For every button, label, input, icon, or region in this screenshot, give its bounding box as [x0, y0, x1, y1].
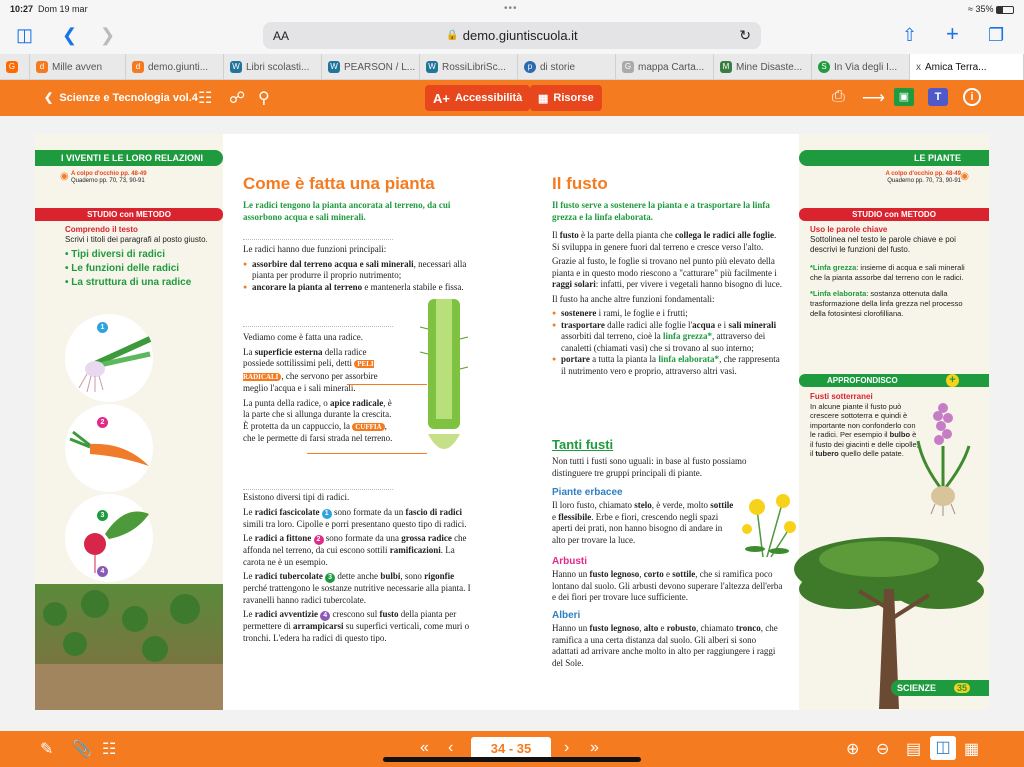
- buttercup-flowers: [737, 479, 797, 559]
- type2-bold: radici a fittone: [254, 533, 312, 543]
- tab-10-active[interactable]: [910, 54, 1024, 80]
- tabs-overview-icon[interactable]: ❐: [988, 25, 1005, 45]
- functions-intro: Le radici hanno due funzioni principali:: [243, 244, 387, 254]
- battery-percent: 35%: [975, 4, 994, 14]
- type2-c: che affonda nel terreno, da cui escono sottili: [243, 533, 467, 555]
- badge-4: 4: [97, 566, 108, 577]
- ref-quaderno: Quaderno pp. 70, 73, 90-91: [71, 178, 145, 184]
- sf2-bold3: sali minerali: [728, 319, 777, 330]
- def2-text: : sostanza ottenuta dalla trasformazione della linfa grezza nel processo della fotosintesi clorofilliana.: [810, 289, 963, 318]
- al-b: ,: [639, 623, 644, 633]
- right-page-title: Il fusto: [552, 174, 608, 193]
- section-heading-tanti-fusti: Tanti fusti: [552, 437, 614, 452]
- zoom-out-icon[interactable]: ⊖: [876, 741, 890, 758]
- section-bar: I VIVENTI E LE LORO RELAZIONI: [35, 150, 223, 166]
- studio-item-2: • Le funzioni delle radici: [65, 263, 180, 274]
- page-35: [497, 134, 989, 710]
- type1-bold2: fascio di radici: [405, 506, 462, 517]
- tab-3-label: Libri scolasti...: [246, 61, 310, 73]
- ivy-wall-image: [35, 584, 223, 710]
- print-icon[interactable]: ⎙: [832, 88, 845, 105]
- badge-2: 2: [97, 417, 108, 428]
- grid-view-icon[interactable]: ▦: [964, 741, 980, 758]
- page-34: [35, 134, 497, 710]
- status-bar: [0, 0, 1024, 18]
- studio-instruction: Scrivi i titoli dei paragrafi al posto giusto.: [65, 235, 208, 244]
- divider-3: [243, 489, 393, 490]
- reader-aa-button[interactable]: AA: [273, 28, 290, 43]
- right-studio-box: [810, 225, 968, 319]
- type3-d: perché trattengono le sostanze nutritive necessarie alla pianta. I ravanelli hanno radici tubercolate.: [243, 583, 471, 605]
- approf-bold2: tubero: [815, 449, 839, 458]
- sitemap-icon[interactable]: ☷: [102, 741, 117, 758]
- sf3-bold: portare: [561, 354, 590, 364]
- type3-bold: radici tubercolate: [254, 571, 323, 581]
- def1-text: : insieme di acqua e sali minerali che la pianta assorbe dal terreno con le radici.: [810, 263, 965, 282]
- search-icon[interactable]: ⚲: [258, 90, 270, 107]
- tab-6-label: di storie: [540, 61, 576, 73]
- type3-badge: 3: [325, 573, 335, 583]
- stem-p1-bold2: collega le radici alle foglie: [674, 230, 774, 240]
- type3-c: , sono: [400, 571, 425, 581]
- roots-functions-text: [243, 244, 475, 293]
- structure-surface: [243, 347, 395, 395]
- pe-bold: stelo: [634, 500, 652, 510]
- studio-item-3: • La struttura di una radice: [65, 277, 192, 288]
- accessibility-label: Accessibilità: [454, 92, 523, 104]
- stem-p2: [552, 256, 784, 291]
- sf2-bold: trasportare: [561, 319, 605, 330]
- next-page-icon[interactable]: ›: [564, 739, 570, 756]
- sf2-bold2: acqua: [692, 319, 716, 330]
- type1-a: Le: [243, 506, 255, 517]
- tab-5[interactable]: [420, 54, 518, 80]
- tab-6[interactable]: [518, 54, 616, 80]
- tab-1-label: Mille avven: [52, 61, 103, 73]
- right-studio-label: STUDIO con METODO: [799, 208, 989, 221]
- radish-illustration: [65, 494, 153, 582]
- surface-c: , che servono per assorbire meglio l'acqua e i sali minerali.: [243, 370, 378, 393]
- tab-close-icon[interactable]: x: [916, 61, 921, 73]
- paperclip-icon[interactable]: 📎: [72, 741, 92, 758]
- breadcrumb-label: Scienze e Tecnologia vol.4: [59, 92, 198, 104]
- pe-d: . Erbe e fiori, crescendo negli spazi aperti dei prati, non hanno bisogno di andare in alto per trovare la luce.: [552, 511, 723, 545]
- breadcrumb[interactable]: ❮ Scienze e Tecnologia vol.4: [44, 92, 198, 104]
- structure-intro: Vediamo come è fatta una radice.: [243, 332, 363, 342]
- type1-badge: 1: [322, 509, 332, 519]
- erbacee-text: [552, 500, 737, 546]
- page-references: [71, 171, 147, 185]
- tab-strip: [0, 54, 1024, 80]
- approfondisco-label: APPROFONDISCO: [799, 374, 989, 387]
- classroom-icon[interactable]: ▣: [894, 88, 914, 106]
- approf-bold: bulbo: [889, 430, 911, 439]
- types-intro: Esistono diversi tipi di radici.: [243, 492, 350, 502]
- carrot-illustration: [65, 404, 153, 492]
- ar-bold: fusto legnoso: [589, 569, 640, 579]
- function-2-rest: e mantenerla stabile e fissa.: [362, 281, 464, 292]
- tab-2-label: demo.giunti...: [148, 61, 209, 73]
- studio-item-1-text: Tipi diversi di radici: [71, 249, 166, 260]
- first-page-icon[interactable]: «: [420, 739, 429, 756]
- definition-linfa-grezza: [810, 263, 968, 283]
- carrot-root-image: [65, 404, 153, 492]
- type3-bold2: bulbi: [380, 571, 401, 581]
- status-right: [968, 4, 1014, 14]
- type-3: [243, 571, 475, 606]
- buttercup-image: [737, 479, 797, 559]
- surface-bold: superficie esterna: [254, 346, 323, 357]
- approf-text: [810, 402, 920, 459]
- type2-a: Le: [243, 533, 255, 543]
- type4-b: crescono sul: [330, 609, 380, 619]
- onion-root-image: [65, 314, 153, 402]
- sf2-c: assorbiti dal terreno, cioè la: [561, 331, 663, 341]
- pe-b: , è verde, molto: [651, 500, 711, 510]
- plus-icon[interactable]: +: [946, 374, 959, 387]
- al-bold3: robusto: [666, 623, 697, 633]
- type2-b: sono formate da una: [323, 533, 402, 543]
- ref-colpo: A colpo d'occhio pp. 48-49: [71, 171, 147, 177]
- right-section-bar: LE PIANTE: [799, 150, 989, 166]
- type4-bold3: arrampicarsi: [292, 621, 344, 631]
- surface-b: della radice possiede sottilissimi peli, detti: [243, 346, 367, 368]
- tab-8[interactable]: [714, 54, 812, 80]
- type-2: [243, 533, 475, 568]
- tab-1[interactable]: [30, 54, 126, 80]
- multitask-dots-icon[interactable]: •••: [504, 3, 518, 14]
- function-2-bold: ancorare la pianta al terreno: [252, 281, 363, 292]
- radish-root-image: [65, 494, 153, 582]
- type4-c: della pianta per permettere di: [243, 609, 457, 631]
- type3-a: Le: [243, 571, 255, 581]
- stem-text: [552, 230, 784, 377]
- stem-p1-bold: fusto: [559, 230, 579, 240]
- arbusti-text: [552, 569, 784, 604]
- type2-bold3: ramificazioni: [389, 545, 441, 555]
- type4-badge: 4: [320, 611, 330, 621]
- tab-7-favicon: G: [622, 61, 634, 73]
- ar-c: e: [663, 569, 673, 579]
- tab-4-favicon: W: [328, 61, 340, 73]
- tab-1-favicon: d: [36, 61, 48, 73]
- def2-term: *Linfa elaborata: [810, 289, 867, 298]
- ivy-leaves-image: [35, 584, 223, 710]
- stem-p1-c: . Si sviluppa in genere fuori dal terreno e cresce verso l'alto.: [552, 230, 777, 252]
- single-page-icon[interactable]: ▤: [906, 741, 922, 758]
- sf2-green: linfa grezza*: [662, 331, 713, 341]
- back-icon[interactable]: ❮: [62, 25, 78, 45]
- type-1: [243, 507, 475, 531]
- heading-erbacee: Piante erbacee: [552, 487, 623, 498]
- info-icon[interactable]: i: [963, 88, 981, 106]
- al-e: , che ramifica a una certa distanza dal suolo. Gli alberi si sono adattati ad arrivare anche molto in alto per raggiungere i raggi del Sole.: [552, 623, 778, 668]
- footer-scienze: [891, 680, 989, 696]
- tab-5-favicon: W: [426, 61, 438, 73]
- right-studio-instruction: Sottolinea nel testo le parole chiave e poi descrivi le funzioni del fusto.: [810, 235, 956, 254]
- browser-toolbar: [0, 18, 1024, 54]
- sf2-b: e i: [715, 319, 729, 330]
- tab-0[interactable]: [0, 54, 30, 80]
- stem-p2-a: Grazie al fusto, le foglie si trovano nel punto più elevato della pianta e in questo modo riescono a "catturare" più facilmente i: [552, 256, 777, 278]
- tab-6-favicon: p: [524, 61, 536, 73]
- stem-function-3: [552, 354, 784, 377]
- ar-b: ,: [639, 569, 644, 579]
- status-date: Dom 19 mar: [38, 4, 88, 14]
- cuffia-label: CUFFIA: [352, 423, 384, 431]
- reload-icon[interactable]: ↻: [739, 27, 751, 43]
- studio-item-1: • Tipi diversi di radici: [65, 249, 166, 260]
- sf2-a: dalle radici alle foglie l': [604, 319, 693, 330]
- approf-a: In alcune piante il fusto può crescere sottoterra e quindi è importante non confonderlo con le radici. Per esempio il: [810, 401, 916, 439]
- apex-c: , che le permette di farsi strada nel terreno.: [243, 420, 393, 443]
- teams-icon[interactable]: T: [928, 88, 948, 106]
- accessibility-button[interactable]: [425, 85, 530, 111]
- sf3-a: a tutta la pianta la: [589, 354, 659, 364]
- peli-radicali-label: PELI RADICALI: [243, 360, 374, 381]
- lock-icon: 🔒: [446, 30, 459, 41]
- studio-item-3-text: La struttura di una radice: [71, 277, 192, 288]
- tab-4-label: PEARSON / L...: [344, 61, 416, 73]
- stem-p2-bold: raggi solari: [552, 279, 596, 289]
- right-ref-colpo: A colpo d'occhio pp. 48-49: [885, 171, 961, 177]
- stem-function-1: [552, 308, 784, 320]
- ar-a: Hanno un: [552, 569, 590, 579]
- tab-3-favicon: W: [230, 61, 242, 73]
- resources-label: Risorse: [553, 92, 594, 104]
- tab-7[interactable]: [616, 54, 714, 80]
- accessibility-icon: A+: [433, 90, 450, 106]
- studio-label: STUDIO con METODO: [35, 208, 223, 221]
- tab-3[interactable]: [224, 54, 322, 80]
- last-page-icon[interactable]: »: [590, 739, 599, 756]
- home-indicator: [383, 757, 641, 762]
- heading-alberi: Alberi: [552, 610, 581, 621]
- tab-8-label: Mine Disaste...: [736, 61, 803, 73]
- footer-label: SCIENZE: [897, 683, 937, 693]
- al-a: Hanno un: [552, 623, 590, 633]
- tab-0-favicon: G: [6, 61, 18, 73]
- pe-c: e: [552, 511, 559, 522]
- hyacinth-image: [913, 396, 973, 516]
- pencil-icon[interactable]: ✎: [40, 741, 54, 758]
- stem-p1: [552, 230, 784, 253]
- apex-bold: apice radicale: [329, 397, 384, 408]
- root-cross-section-image: [420, 299, 468, 459]
- sf3-b: , che rappresenta il nutrimento vero e proprio, attraverso altri vasi.: [561, 354, 780, 376]
- tab-2-favicon: d: [132, 61, 144, 73]
- status-time-date: [10, 4, 88, 14]
- apex-a: La punta della radice, o: [243, 397, 330, 408]
- alberi-text: [552, 623, 784, 669]
- pe-bold2: sottile: [710, 500, 734, 510]
- pe-bold3: flessibile: [558, 511, 592, 522]
- stem-p2-b: : infatti, per vivere i vegetali hanno bisogno di luce.: [595, 279, 782, 289]
- right-studio-heading: Uso le parole chiave: [810, 225, 888, 234]
- approf-c: quello delle patate.: [838, 449, 904, 458]
- studio-item-2-text: Le funzioni delle radici: [71, 263, 180, 274]
- type2-bold2: grossa radice: [401, 533, 452, 543]
- definition-linfa-elaborata: [810, 289, 968, 319]
- al-c: e: [658, 623, 667, 633]
- bookmark-icon[interactable]: ☍: [229, 90, 246, 107]
- right-page-subtitle: Il fusto serve a sostenere la pianta e a trasportare la linfa grezza e la linfa elaborata.: [552, 200, 770, 222]
- cuffia-pointer-line: [307, 453, 427, 454]
- tab-7-label: mappa Carta...: [638, 61, 705, 73]
- ar-bold2: corto: [643, 569, 664, 579]
- sf1-rest: i rami, le foglie e i frutti;: [596, 308, 688, 318]
- divider-2: [243, 326, 393, 327]
- approfondisco-box: [810, 392, 920, 459]
- root-structure-text: [243, 332, 395, 448]
- sf1-bold: sostenere: [561, 308, 597, 318]
- tab-9-label: In Via degli I...: [834, 61, 898, 73]
- right-page-references: [885, 171, 961, 185]
- hyacinth-bulb: [913, 396, 973, 516]
- function-1-bold: assorbire dal terreno acqua e sali minerali: [252, 258, 414, 269]
- share-network-icon[interactable]: ⟶: [862, 90, 885, 107]
- url-text: demo.giuntiscuola.it: [462, 28, 578, 43]
- peli-pointer-line: [347, 384, 427, 385]
- battery-icon: [996, 6, 1014, 14]
- wifi-icon: ≈: [968, 4, 973, 14]
- double-page-icon[interactable]: ◫: [930, 736, 956, 760]
- forward-icon[interactable]: ❯: [100, 25, 116, 45]
- approf-b: è il fusto dei giacinti e delle cipolle, il: [810, 430, 919, 458]
- badge-3: 3: [97, 510, 108, 521]
- al-bold: fusto legnoso: [589, 623, 640, 633]
- al-d: , chiamato: [696, 623, 736, 633]
- address-bar[interactable]: [263, 22, 761, 49]
- root-diagram: [420, 299, 468, 459]
- sidebar-icon[interactable]: ◫: [16, 25, 34, 45]
- page-subtitle: Le radici tengono la pianta ancorata al terreno, da cui assorbono acqua e sali minerali.: [243, 200, 451, 222]
- sf3-green: linfa elaborata*: [658, 354, 720, 364]
- type3-b: dette anche: [335, 571, 381, 581]
- badge-1: 1: [97, 322, 108, 333]
- studio-box: [65, 225, 215, 290]
- apex-b: , è la parte che si allunga durante la crescita. È protetta da un cappuccio, la: [243, 397, 392, 431]
- tanti-fusti-intro: Non tutti i fusti sono uguali: in base al fusto possiamo distinguere tre gruppi principali di piante.: [552, 456, 747, 478]
- function-1: [243, 259, 475, 282]
- ar-d: , che si ramifica poco lontano dal suolo. Gli arbusti devono superare l'altezza dell'erba e dei fiori per trovare luce sufficiente.: [552, 569, 783, 602]
- type2-badge: 2: [314, 535, 324, 545]
- stem-p1-a: Il: [552, 230, 560, 240]
- type1-c: simili tra loro. Cipolle e porri presentano questo tipo di radici.: [243, 518, 467, 529]
- ar-bold3: sottile: [672, 569, 696, 579]
- al-bold2: alto: [643, 623, 659, 633]
- surface-a: La: [243, 346, 255, 357]
- type4-bold2: fusto: [379, 609, 399, 619]
- status-time: 10:27: [10, 4, 34, 14]
- pe-a: Il loro fusto, chiamato: [552, 500, 635, 510]
- tab-9-favicon: S: [818, 61, 830, 73]
- heading-arbusti: Arbusti: [552, 556, 587, 567]
- tab-8-favicon: M: [720, 61, 732, 73]
- reader-toolbar: [0, 80, 1024, 116]
- target-icon: ◉: [60, 171, 69, 182]
- tab-9[interactable]: [812, 54, 910, 80]
- type4-d: su superfici verticali, come muri o tronchi. L'edera ha radici di questo tipo.: [243, 621, 470, 643]
- new-tab-icon[interactable]: +: [946, 21, 959, 46]
- type-4: [243, 609, 475, 644]
- def1-term: *Linfa grezza: [810, 263, 857, 272]
- function-1-rest: , necessari alla pianta per produrre il proprio nutrimento;: [252, 258, 467, 280]
- right-ref-quaderno: Quaderno pp. 70, 73, 90-91: [887, 178, 961, 184]
- index-icon[interactable]: ☷: [198, 90, 213, 107]
- stem-function-2: [552, 320, 784, 355]
- structure-apex: [243, 398, 395, 445]
- al-bold4: tronco: [735, 623, 761, 633]
- onion-illustration: [65, 314, 153, 402]
- type3-bold3: rigonfie: [424, 571, 455, 581]
- root-types-text: [243, 492, 475, 647]
- stem-p1-b: è la parte della pianta che: [578, 230, 675, 240]
- sf2-d: , attraverso dei canaletti (chiamati vasi) che si trovano al suo interno;: [561, 331, 766, 353]
- tab-4[interactable]: [322, 54, 420, 80]
- right-target-icon: ◉: [960, 171, 969, 182]
- studio-heading: Comprendo il testo: [65, 225, 138, 234]
- divider-1: [243, 239, 393, 240]
- page-title: Come è fatta una pianta: [243, 174, 435, 193]
- tab-2[interactable]: [126, 54, 224, 80]
- book-viewer: [0, 116, 1024, 731]
- prev-page-icon[interactable]: ‹: [448, 739, 454, 756]
- page-number: 35: [954, 683, 970, 693]
- tab-5-label: RossiLibriSc...: [442, 61, 506, 73]
- type4-bold: radici avventizie: [254, 609, 318, 619]
- approf-heading: Fusti sotterranei: [810, 392, 873, 401]
- type2-d: . La carota ne è un esempio.: [243, 545, 455, 567]
- resources-button[interactable]: [530, 85, 602, 111]
- page-indicator[interactable]: 34 - 35: [471, 737, 551, 761]
- type4-a: Le: [243, 609, 255, 619]
- function-2: [243, 282, 475, 294]
- type1-b: sono formate da un: [331, 506, 406, 517]
- type1-bold: radici fascicolate: [254, 506, 320, 517]
- share-icon[interactable]: ⇧: [902, 25, 918, 45]
- zoom-in-icon[interactable]: ⊕: [846, 741, 860, 758]
- tab-10-label: Amica Terra...: [925, 61, 987, 73]
- resources-icon: ▦: [538, 92, 549, 105]
- stem-p3: Il fusto ha anche altre funzioni fondamentali:: [552, 293, 715, 304]
